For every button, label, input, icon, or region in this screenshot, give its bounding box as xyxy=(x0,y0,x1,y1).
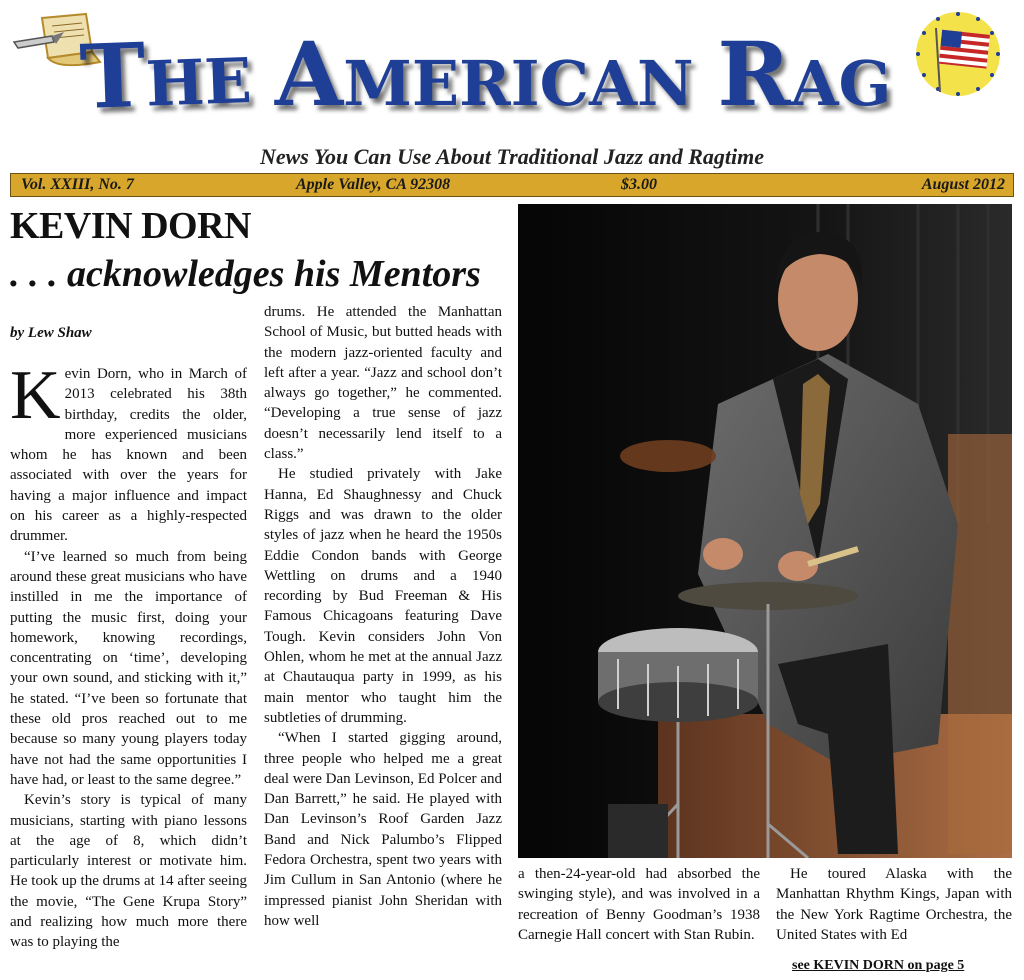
issue-price: $3.00 xyxy=(621,176,657,193)
article-subhead: . . . acknowledges his Mentors xyxy=(10,253,481,295)
article-byline: by Lew Shaw xyxy=(10,325,92,341)
volume-number: Vol. XXIII, No. 7 xyxy=(21,176,134,193)
article-column-2 xyxy=(264,302,502,931)
newspaper-title xyxy=(78,22,940,148)
article-column-4 xyxy=(776,864,1012,945)
article-column-1 xyxy=(10,357,247,953)
masthead xyxy=(0,0,1024,172)
title-rag-rest: AG xyxy=(790,47,892,120)
drop-cap: K xyxy=(10,357,61,434)
issue-date: August 2012 xyxy=(921,176,1005,193)
article-headline: KEVIN DORN xyxy=(10,205,251,247)
title-american-initial: A xyxy=(274,22,344,126)
article-paragraph: “When I started gigging around, three people who helped me a great deal were Dan Levinson, Ed Polcer and Dan Barrett,” he said. He played with Dan Levinson’s Roof Garden Jazz Band and Nick Palumbo’s Flipped Fedora Orchestra, spent two years with Jim Cullum in San Antonio (where he impressed pianist John Sheridan with how well xyxy=(264,730,502,929)
article-column-3 xyxy=(518,864,760,945)
article-paragraph: Kevin Dorn, who in March of 2013 celebrated his 38th birthday, credits the older, more experienced musicians whom he has known and been associated with over the years for having a major influence and impact on his career as a highly-respected drummer. xyxy=(10,357,247,545)
issue-info-bar xyxy=(10,173,1014,197)
article-photo-drummer xyxy=(518,204,1012,858)
article-paragraph: drums. He attended the Manhattan School of Music, but butted heads with the modern jazz-oriented faculty and left after a year. “Jazz and school don’t always go together,” he commented. “Developing a true sense of jazz doesn’t necessarily lend itself to a class.” xyxy=(264,304,502,463)
article-paragraph: He toured Alaska with the Manhattan Rhythm Kings, Japan with the New York Ragtime Orchestra, the United States with Ed xyxy=(776,866,1012,943)
continued-on-page-link[interactable]: see KEVIN DORN on page 5 xyxy=(792,958,965,973)
title-american-rest: MERICAN xyxy=(343,47,694,120)
title-rag-initial: R xyxy=(717,22,791,126)
title-the-initial: T xyxy=(78,22,148,129)
drummer-photo-illustration xyxy=(518,204,1012,858)
american-flag-icon xyxy=(912,8,1004,100)
tagline: News You Can Use About Traditional Jazz and Ragtime xyxy=(259,144,765,169)
article-paragraph: a then-24-year-old had absorbed the swinging style), and was involved in a recreation of Benny Goodman’s 1938 Carnegie Hall concert with Stan Rubin. xyxy=(518,866,760,943)
title-the-rest: HE xyxy=(144,44,253,121)
publication-location: Apple Valley, CA 92308 xyxy=(296,176,451,193)
article-paragraph: He studied privately with Jake Hanna, Ed Shaughnessy and Chuck Riggs and was drawn to the older styles of jazz when he heard the 1950s Eddie Condon bands with George Wettling on drums and a 1940 recording by Bud Freeman & His Famous Chicagoans featuring Dave Tough. Kevin considers John Von Ohlen, whom he met at the annual Jazz at Chautauqua party in 1999, as his main mentor who taught him the subtleties of drumming. xyxy=(264,466,502,726)
article-paragraph: Kevin’s story is typical of many musicians, starting with piano lessons at the age of 8, which didn’t particularly interest or motivate him. He took up the drums at 14 after seeing the movie, “The Gene Krupa Story” and realizing how much more there was to playing the xyxy=(10,792,247,951)
article-paragraph: “I’ve learned so much from being around these great musicians who have instilled in me the importance of putting the music first, doing your homework, knowing recordings, concentrating on ‘time’, developing your own sound, and sticking with it,” he stated. “I’ve been so fortunate that these old pros reached out to me because so many young players today have not had the same opportunities I have had, or least to the same degree.” xyxy=(10,548,247,788)
